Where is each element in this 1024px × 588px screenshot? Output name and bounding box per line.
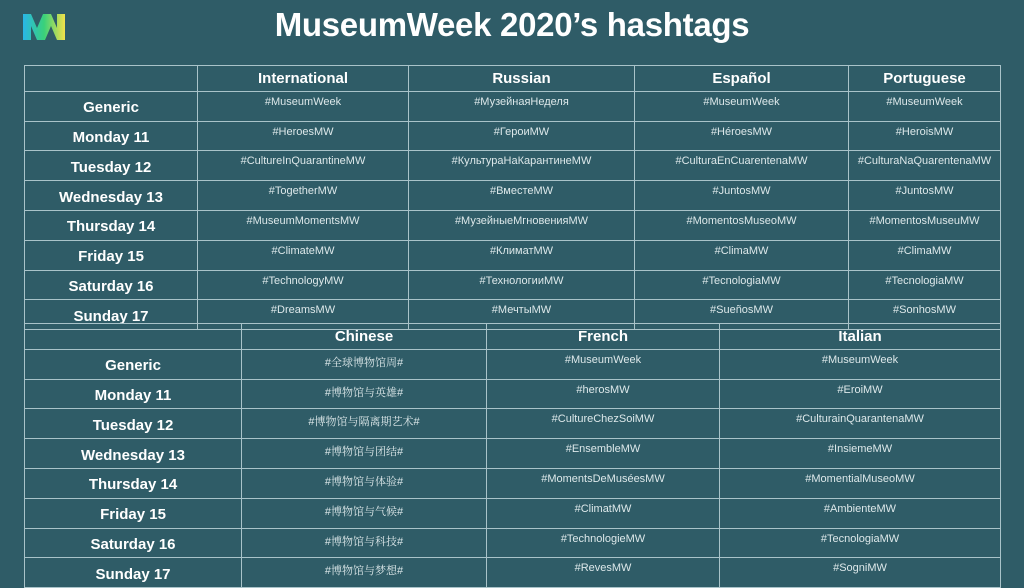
- row-label: Sunday 17: [25, 558, 242, 588]
- hashtag-cell: #MuseumWeek: [198, 91, 409, 121]
- hashtag-cell: #TecnologiaMW: [635, 270, 849, 300]
- column-header: Portuguese: [849, 66, 1001, 92]
- column-header: Russian: [409, 66, 635, 92]
- hashtag-cell: #КультураНаКарантинеMW: [409, 151, 635, 181]
- hashtag-cell: #МечтыMW: [409, 300, 635, 330]
- table-row: [25, 210, 1001, 240]
- table-row: [25, 151, 1001, 181]
- table-row: [25, 181, 1001, 211]
- page-title: MuseumWeek 2020’s hashtags: [274, 6, 750, 43]
- hashtag-cell: #博物馆与科技#: [242, 528, 487, 558]
- hashtag-cell: #SogniMW: [720, 558, 1001, 588]
- hashtag-cell: #CulturaNaQuarentenaMW: [849, 151, 1001, 181]
- column-header: French: [487, 324, 720, 350]
- hashtag-cell: #EroiMW: [720, 379, 1001, 409]
- row-label: Monday 11: [25, 379, 242, 409]
- hashtag-cell: #EnsembleMW: [487, 439, 720, 469]
- row-label: Friday 15: [25, 240, 198, 270]
- hashtag-cell: #ClimateMW: [198, 240, 409, 270]
- table-header-row: [25, 324, 1001, 350]
- column-header: Español: [635, 66, 849, 92]
- hashtag-cell: #SonhosMW: [849, 300, 1001, 330]
- row-label: Generic: [25, 349, 242, 379]
- hashtag-cell: #MuseumWeek: [635, 91, 849, 121]
- table-row: [25, 240, 1001, 270]
- hashtag-cell: #MuseumWeek: [720, 349, 1001, 379]
- row-label: Thursday 14: [25, 468, 242, 498]
- hashtag-cell: #MomentialMuseoMW: [720, 468, 1001, 498]
- hashtag-cell: #JuntosMW: [849, 181, 1001, 211]
- hashtag-cell: #TecnologiaMW: [849, 270, 1001, 300]
- hashtag-cell: #JuntosMW: [635, 181, 849, 211]
- column-header: International: [198, 66, 409, 92]
- column-header: Italian: [720, 324, 1001, 350]
- hashtag-cell: #ClimatMW: [487, 498, 720, 528]
- hashtag-cell: #MomentosMuseoMW: [635, 210, 849, 240]
- hashtag-cell: #КлиматMW: [409, 240, 635, 270]
- hashtag-cell: #HeroisMW: [849, 121, 1001, 151]
- table-row: [25, 558, 1001, 588]
- hashtag-cell: #ТехнологииMW: [409, 270, 635, 300]
- table-row: [25, 439, 1001, 469]
- row-label: Generic: [25, 91, 198, 121]
- hashtag-cell: #TecnologiaMW: [720, 528, 1001, 558]
- hashtag-cell: #InsiemeMW: [720, 439, 1001, 469]
- column-header: Chinese: [242, 324, 487, 350]
- hashtag-cell: #MuseumWeek: [487, 349, 720, 379]
- row-label: Saturday 16: [25, 270, 198, 300]
- hashtag-cell: #博物馆与体验#: [242, 468, 487, 498]
- hashtag-cell: #herosMW: [487, 379, 720, 409]
- corner-cell: [25, 66, 198, 92]
- table-row: [25, 270, 1001, 300]
- hashtag-cell: #CultureInQuarantineMW: [198, 151, 409, 181]
- hashtag-cell: #DreamsMW: [198, 300, 409, 330]
- table-row: [25, 91, 1001, 121]
- hashtag-cell: #博物馆与梦想#: [242, 558, 487, 588]
- table-header-row: [25, 66, 1001, 92]
- hashtag-cell: #博物馆与英雄#: [242, 379, 487, 409]
- hashtag-cell: #MuseumWeek: [849, 91, 1001, 121]
- hashtag-cell: #MomentsDeMuséesMW: [487, 468, 720, 498]
- hashtag-cell: #SueñosMW: [635, 300, 849, 330]
- table-row: [25, 528, 1001, 558]
- hashtag-cell: #MuseumMomentsMW: [198, 210, 409, 240]
- row-label: Tuesday 12: [25, 151, 198, 181]
- table-row: [25, 498, 1001, 528]
- hashtag-cell: #TechnologyMW: [198, 270, 409, 300]
- hashtag-cell: #МузейныеМгновенияMW: [409, 210, 635, 240]
- row-label: Friday 15: [25, 498, 242, 528]
- hashtag-cell: #TogetherMW: [198, 181, 409, 211]
- hashtag-cell: #МузейнаяНеделя: [409, 91, 635, 121]
- hashtag-cell: #ClimaMW: [635, 240, 849, 270]
- hashtags-table-1: [24, 65, 1001, 330]
- table-row: [25, 349, 1001, 379]
- hashtag-cell: #AmbienteMW: [720, 498, 1001, 528]
- hashtag-cell: #CultureChezSoiMW: [487, 409, 720, 439]
- hashtags-table-2: [24, 323, 1001, 588]
- hashtag-cell: #HeroesMW: [198, 121, 409, 151]
- hashtag-cell: #CulturainQuarantenaMW: [720, 409, 1001, 439]
- table-row: [25, 121, 1001, 151]
- hashtag-cell: #ГероиMW: [409, 121, 635, 151]
- row-label: Wednesday 13: [25, 181, 198, 211]
- row-label: Thursday 14: [25, 210, 198, 240]
- table-row: [25, 379, 1001, 409]
- row-label: Wednesday 13: [25, 439, 242, 469]
- row-label: Sunday 17: [25, 300, 198, 330]
- hashtag-cell: #博物馆与团结#: [242, 439, 487, 469]
- hashtag-cell: #全球博物馆周#: [242, 349, 487, 379]
- hashtag-cell: #博物馆与隔离期艺术#: [242, 409, 487, 439]
- hashtag-cell: #ClimaMW: [849, 240, 1001, 270]
- hashtag-cell: #MomentosMuseuMW: [849, 210, 1001, 240]
- row-label: Monday 11: [25, 121, 198, 151]
- hashtag-cell: #RevesMW: [487, 558, 720, 588]
- hashtag-cell: #HéroesMW: [635, 121, 849, 151]
- hashtag-cell: #TechnologieMW: [487, 528, 720, 558]
- table-row: [25, 409, 1001, 439]
- table-row: [25, 468, 1001, 498]
- hashtag-cell: #博物馆与气候#: [242, 498, 487, 528]
- hashtag-cell: #ВместеMW: [409, 181, 635, 211]
- row-label: Saturday 16: [25, 528, 242, 558]
- hashtag-cell: #CulturaEnCuarentenaMW: [635, 151, 849, 181]
- corner-cell: [25, 324, 242, 350]
- row-label: Tuesday 12: [25, 409, 242, 439]
